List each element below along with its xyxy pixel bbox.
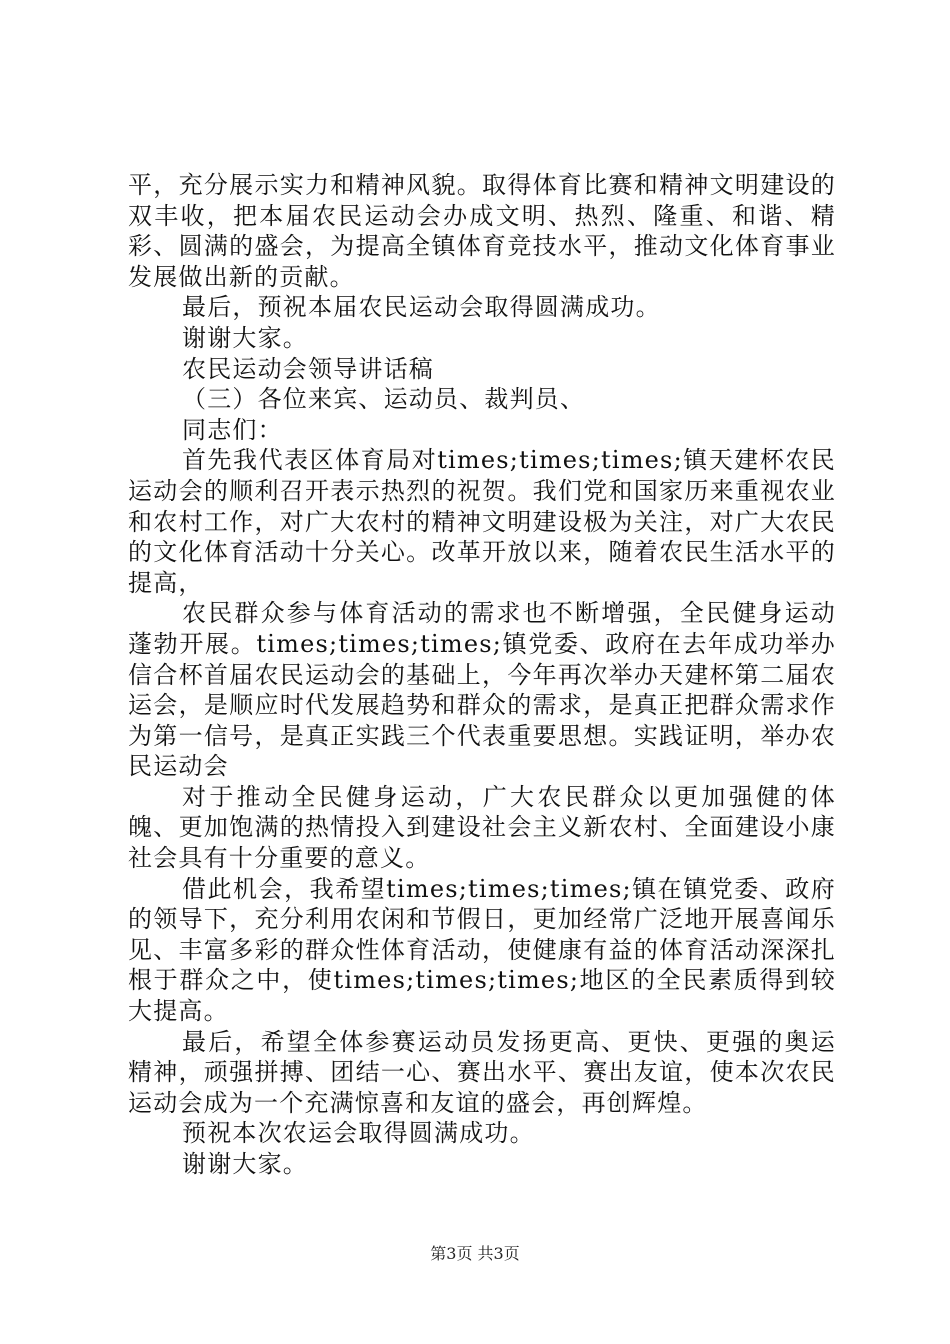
paragraph-wish-success: 预祝本次农运会取得圆满成功。 <box>182 1119 535 1148</box>
paragraph-continuation: 平，充分展示实力和精神风貌。取得体育比赛和精神文明建设的双丰收，把本届农民运动会办成文明、热烈、隆重、和谐、精彩、圆满的盛会，为提高全镇体育竞技水平，推动文化体育事业发展做出新的贡献。 <box>128 171 836 291</box>
paragraph-thanks: 谢谢大家。 <box>182 323 308 352</box>
paragraph-hope: 借此机会，我希望times;times;times;镇在镇党委、政府的领导下，充分利用农闲和节假日，更加经常广泛地开展喜闻乐见、丰富多彩的群众性体育活动，使健康有益的体育活动深深扎根于群众之中，使times;times;times;地区的全民素质得到较大提高。 <box>128 874 836 1026</box>
paragraph-salutation: （三）各位来宾、运动员、裁判员、 <box>182 385 586 414</box>
paragraph-closing-wish: 最后，预祝本届农民运动会取得圆满成功。 <box>182 293 661 322</box>
paragraph-salutation-comrades: 同志们： <box>182 415 283 444</box>
paragraph-final-thanks: 谢谢大家。 <box>182 1150 308 1178</box>
page-number-footer: 第3页 共3页 <box>430 1244 520 1263</box>
paragraph-olympic-spirit: 最后，希望全体参赛运动员发扬更高、更快、更强的奥运精神，顽强拼搏、团结一心、赛出水平、赛出友谊，使本次农民运动会成为一个充满惊喜和友谊的盛会，再创辉煌。 <box>128 1027 836 1117</box>
section-title: 农民运动会领导讲话稿 <box>182 354 434 383</box>
document-body <box>128 170 836 1180</box>
paragraph-significance: 对于推动全民健身运动，广大农民群众以更加强健的体魄、更加饱满的热情投入到建设社会主义新农村、全面建设小康社会具有十分重要的意义。 <box>128 782 836 873</box>
paragraph-congratulations: 首先我代表区体育局对times;times;times;镇天建杯农民运动会的顺利召开表示热烈的祝贺。我们党和国家历来重视农业和农村工作，对广大农村的精神文明建设极为关注，对广大农民的文化体育活动十分关心。改革开放以来，随着农民生活水平的提高， <box>128 446 836 597</box>
paragraph-participation: 农民群众参与体育活动的需求也不断增强，全民健身运动蓬勃开展。times;times;times;镇党委、政府在去年成功举办信合杯首届农民运动会的基础上，今年再次举办天建杯第二届农运会，是顺应时代发展趋势和群众的需求，是真正把群众需求作为第一信号，是真正实践三个代表重要思想。实践证明，举办农民运动会 <box>128 599 836 781</box>
